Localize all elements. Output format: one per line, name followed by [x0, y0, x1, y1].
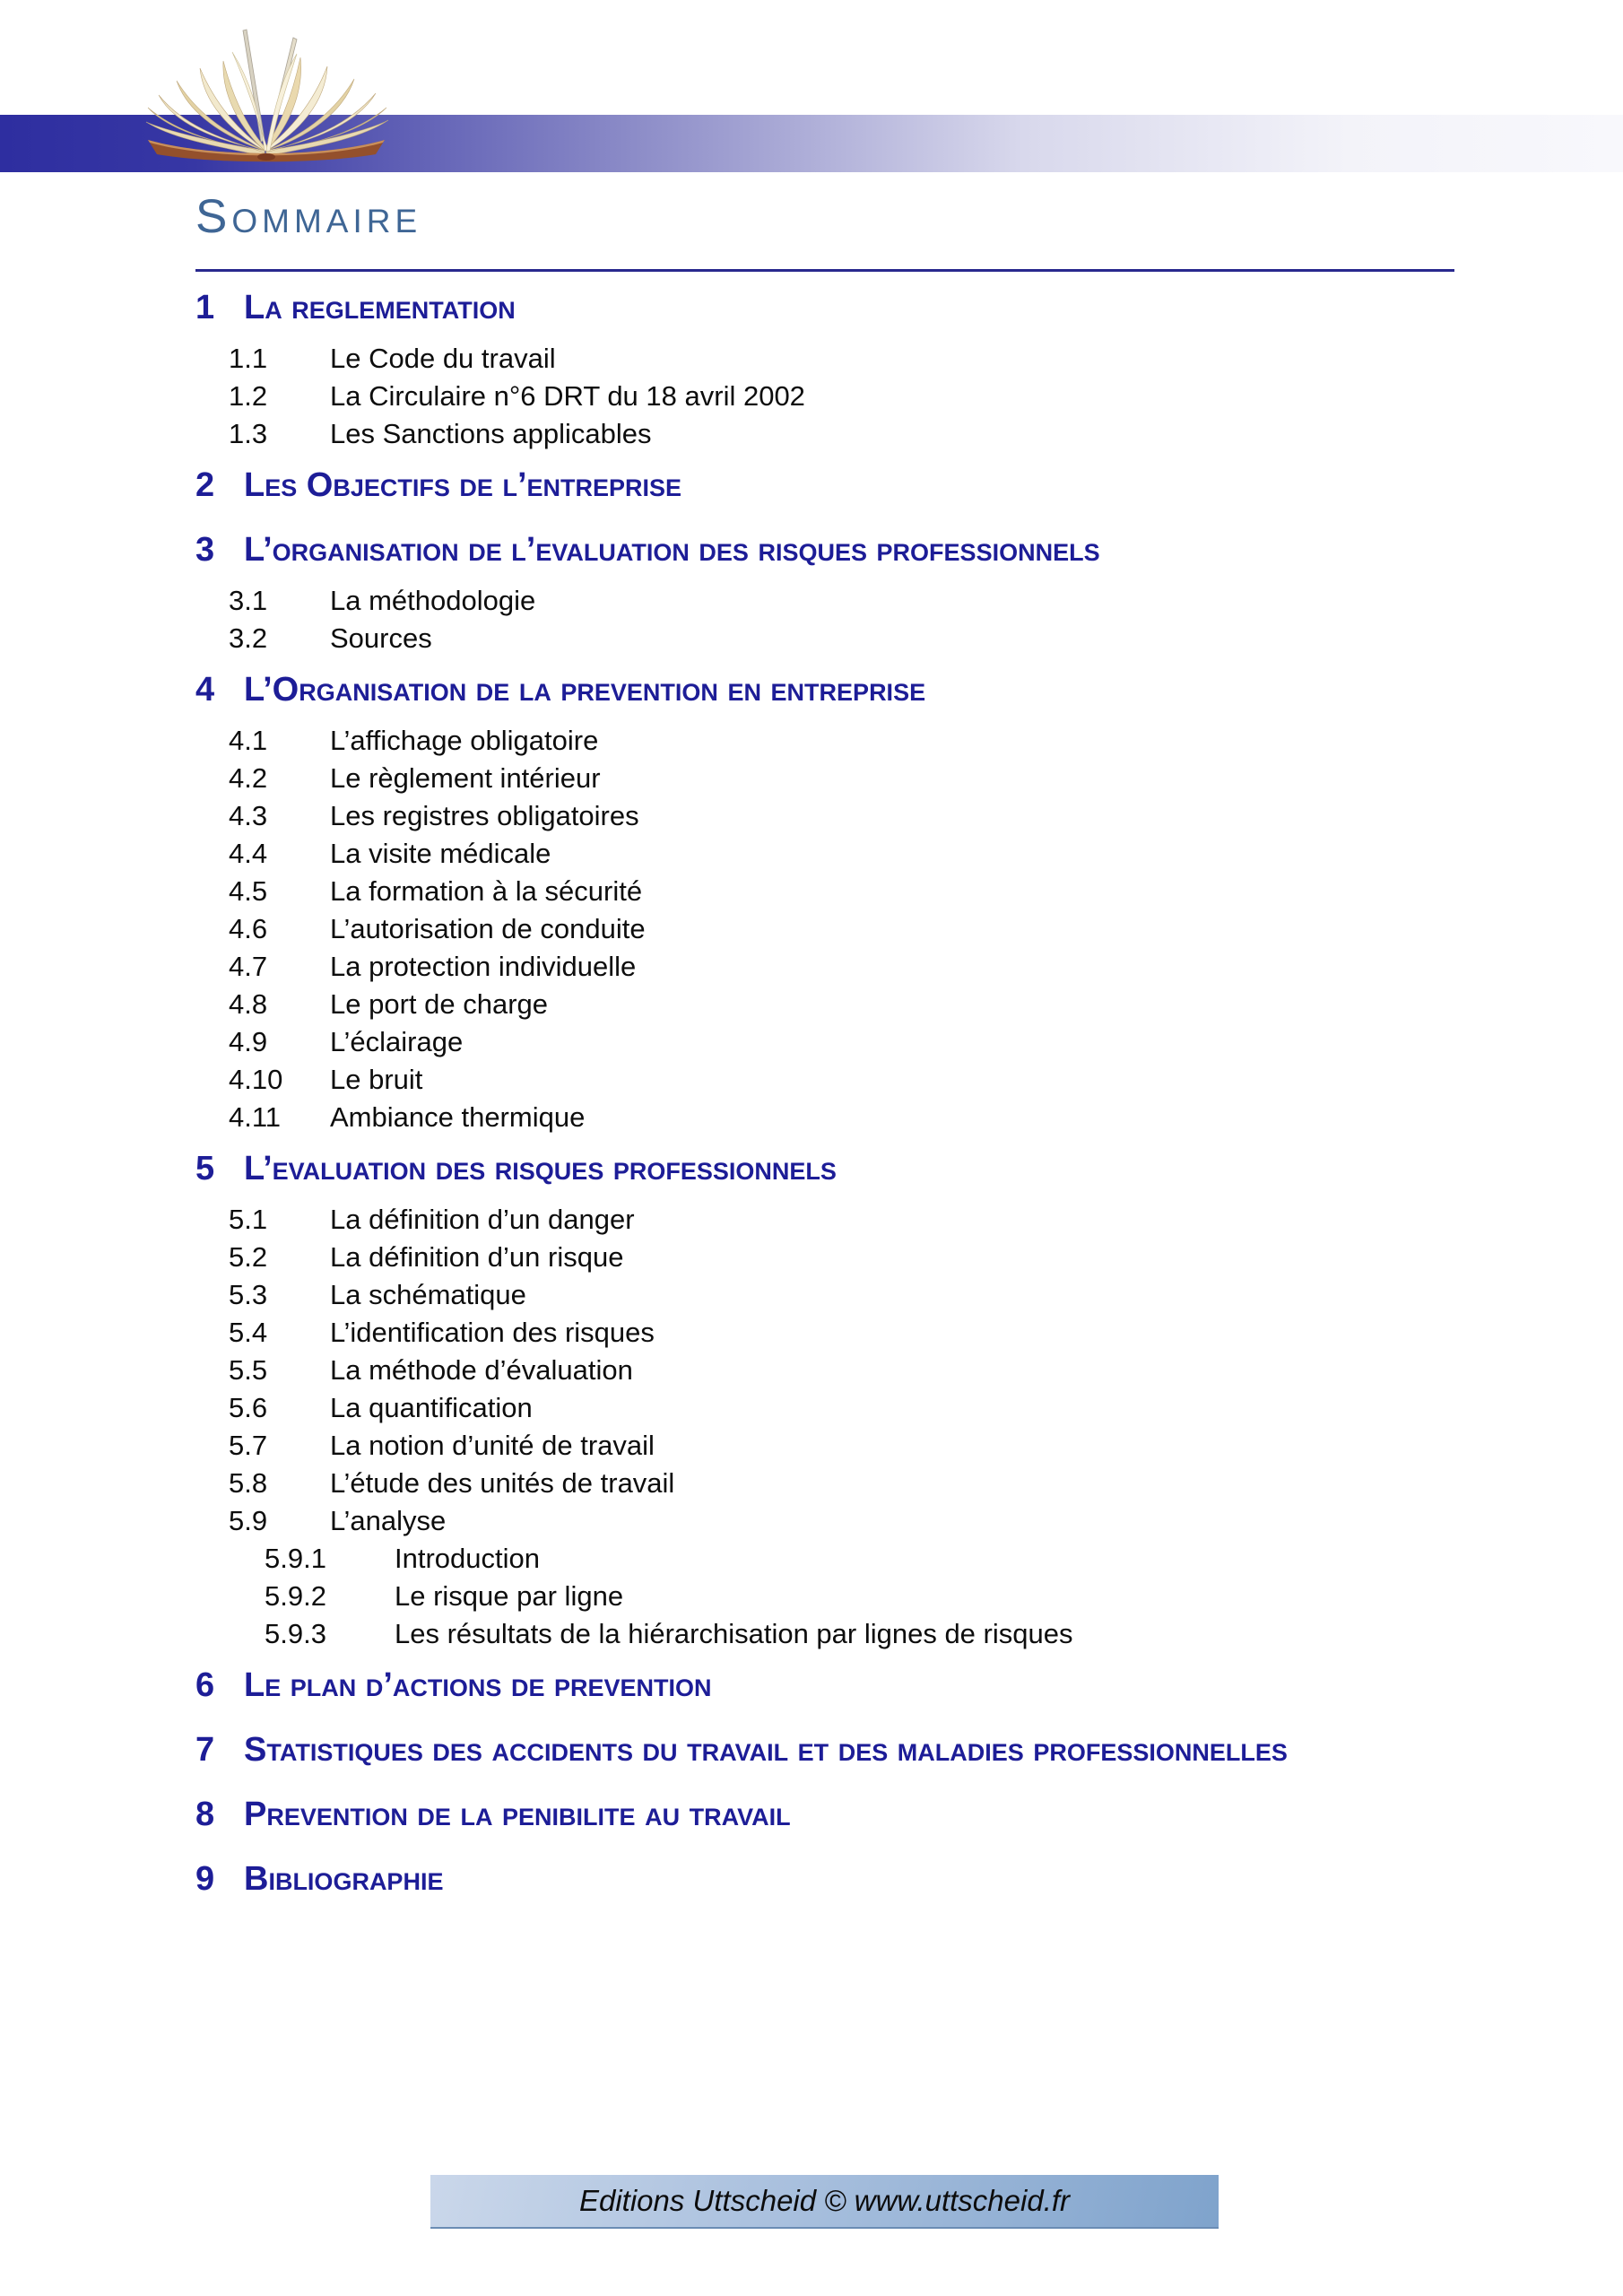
toc-item-row-number: 4.2 [229, 762, 268, 794]
toc-subitem-row-number: 5.9.3 [265, 1618, 326, 1649]
toc-item-row-label: Sources [330, 622, 432, 654]
toc-item-row-number: 3.2 [229, 622, 268, 654]
toc-item-row [229, 1352, 1454, 1389]
toc-section-label: Prevention de la penibilite au travail [244, 1796, 791, 1833]
toc-item-row-label: Le bruit [330, 1064, 423, 1095]
toc-item-row [229, 1276, 1454, 1314]
footer-bar [430, 2175, 1219, 2229]
toc-item-row-label: Les registres obligatoires [330, 800, 639, 831]
toc-item-row-label: La formation à la sécurité [330, 875, 643, 907]
toc-section-row [195, 1718, 1454, 1782]
toc-item-row-label: Le règlement intérieur [330, 762, 601, 794]
toc-item-row-label: Les Sanctions applicables [330, 418, 652, 449]
toc-section-number: 4 [195, 671, 215, 709]
toc-section-number: 1 [195, 289, 215, 326]
toc-item-row-label: La notion d’unité de travail [330, 1430, 655, 1461]
toc-section-label: L’Organisation de la prevention en entreprise [244, 671, 926, 709]
toc-subitem-row-number: 5.9.2 [265, 1580, 326, 1612]
toc-item-row-label: L’affichage obligatoire [330, 725, 599, 756]
toc-section-label: Statistiques des accidents du travail et des maladies professionnelles [244, 1731, 1288, 1769]
toc-section-number: 3 [195, 531, 215, 569]
content-column [195, 190, 1454, 1911]
toc-item-row-label: La quantification [330, 1392, 533, 1423]
toc-item-row-number: 1.1 [229, 343, 268, 374]
toc-item-row-number: 3.1 [229, 585, 268, 616]
toc-item-row [229, 1465, 1454, 1502]
toc-item-row-label: L’identification des risques [330, 1317, 655, 1348]
toc-item-row-label: L’éclairage [330, 1026, 464, 1057]
toc-item-row-number: 5.5 [229, 1354, 268, 1386]
toc-item-row [229, 1502, 1454, 1540]
toc-item-row-number: 5.7 [229, 1430, 268, 1461]
toc-section-number: 8 [195, 1796, 215, 1833]
toc-item-row [229, 378, 1454, 415]
toc-item-row [229, 415, 1454, 453]
toc-item-row-number: 4.11 [229, 1101, 282, 1133]
toc-section-label: L’evaluation des risques professionnels [244, 1150, 837, 1187]
footer-text: Editions Uttscheid © www.uttscheid.fr [578, 2184, 1071, 2217]
toc-item-row-number: 4.6 [229, 913, 268, 944]
toc-section-number: 7 [195, 1731, 215, 1769]
toc-item-row [229, 1314, 1454, 1352]
toc-item-row-label: Ambiance thermique [330, 1101, 586, 1133]
toc-item-row-label: La méthodologie [330, 585, 536, 616]
toc-section-number: 6 [195, 1666, 215, 1704]
toc-section-label: Bibliographie [244, 1860, 444, 1898]
toc-item-row-number: 4.4 [229, 838, 268, 869]
toc-section-row [195, 453, 1454, 517]
table-of-contents [195, 275, 1454, 1911]
toc-item-row-number: 5.1 [229, 1204, 268, 1235]
toc-item-row [229, 797, 1454, 835]
toc-item-row-label: La visite médicale [330, 838, 551, 869]
toc-section-label: La reglementation [244, 289, 516, 326]
toc-subitem-row-label: Les résultats de la hiérarchisation par lignes de risques [395, 1618, 1073, 1649]
toc-item-row [229, 620, 1454, 657]
toc-section-row [195, 275, 1454, 340]
title-rule [195, 269, 1454, 272]
toc-item-row-number: 5.9 [229, 1505, 268, 1536]
toc-item-row [229, 873, 1454, 910]
toc-item-row [229, 1239, 1454, 1276]
toc-subitem-row-label: Le risque par ligne [395, 1580, 624, 1612]
toc-section-number: 5 [195, 1150, 215, 1187]
toc-item-row-label: La définition d’un danger [330, 1204, 635, 1235]
toc-item-row [229, 1023, 1454, 1061]
toc-item-row-number: 1.2 [229, 380, 268, 412]
toc-item-row [229, 948, 1454, 986]
toc-item-row-label: Le port de charge [330, 988, 549, 1020]
toc-item-row-number: 4.7 [229, 951, 268, 982]
toc-item-row-number: 4.1 [229, 725, 268, 756]
toc-subitem-row [265, 1615, 1454, 1653]
toc-item-row-number: 5.8 [229, 1467, 268, 1499]
toc-section-label: Les Objectifs de l’entreprise [244, 466, 682, 504]
toc-item-row [229, 835, 1454, 873]
toc-section-row [195, 1653, 1454, 1718]
toc-item-row-label: L’analyse [330, 1505, 447, 1536]
toc-subitem-row [265, 1540, 1454, 1578]
toc-section-number: 2 [195, 466, 215, 504]
toc-item-row [229, 582, 1454, 620]
toc-item-row-number: 4.3 [229, 800, 268, 831]
page-title: Sommaire [195, 190, 422, 243]
toc-item-row-number: 5.2 [229, 1241, 268, 1273]
toc-section-row [195, 657, 1454, 722]
toc-section-row [195, 1847, 1454, 1911]
toc-item-row [229, 340, 1454, 378]
toc-item-row-number: 5.3 [229, 1279, 268, 1310]
toc-item-row [229, 1061, 1454, 1099]
toc-item-row [229, 760, 1454, 797]
toc-section-number: 9 [195, 1860, 215, 1898]
toc-item-row-number: 4.10 [229, 1064, 283, 1095]
toc-item-row-label: Le Code du travail [330, 343, 556, 374]
toc-section-label: L’organisation de l’evaluation des risques professionnels [244, 531, 1100, 569]
toc-item-row-number: 4.8 [229, 988, 268, 1020]
toc-item-row-label: La protection individuelle [330, 951, 637, 982]
toc-subitem-row-label: Introduction [395, 1543, 540, 1574]
toc-item-row-number: 5.4 [229, 1317, 268, 1348]
toc-item-row-number: 4.5 [229, 875, 268, 907]
open-book-icon [139, 25, 395, 166]
toc-item-row-label: La définition d’un risque [330, 1241, 624, 1273]
toc-subitem-row-number: 5.9.1 [265, 1543, 326, 1574]
toc-subitem-row [265, 1578, 1454, 1615]
toc-section-label: Le plan d’actions de prevention [244, 1666, 712, 1704]
toc-item-row-label: La schématique [330, 1279, 526, 1310]
toc-section-row [195, 1782, 1454, 1847]
toc-item-row [229, 986, 1454, 1023]
toc-item-row-label: La Circulaire n°6 DRT du 18 avril 2002 [330, 380, 805, 412]
toc-item-row-number: 5.6 [229, 1392, 268, 1423]
toc-section-row [195, 1136, 1454, 1201]
toc-item-row [229, 722, 1454, 760]
toc-item-row [229, 1427, 1454, 1465]
toc-section-row [195, 517, 1454, 582]
toc-item-row-label: La méthode d’évaluation [330, 1354, 633, 1386]
toc-item-row [229, 1389, 1454, 1427]
toc-item-row-label: L’autorisation de conduite [330, 913, 646, 944]
toc-item-row-number: 1.3 [229, 418, 268, 449]
toc-item-row [229, 910, 1454, 948]
toc-item-row-number: 4.9 [229, 1026, 268, 1057]
toc-item-row [229, 1201, 1454, 1239]
toc-item-row [229, 1099, 1454, 1136]
toc-item-row-label: L’étude des unités de travail [330, 1467, 675, 1499]
